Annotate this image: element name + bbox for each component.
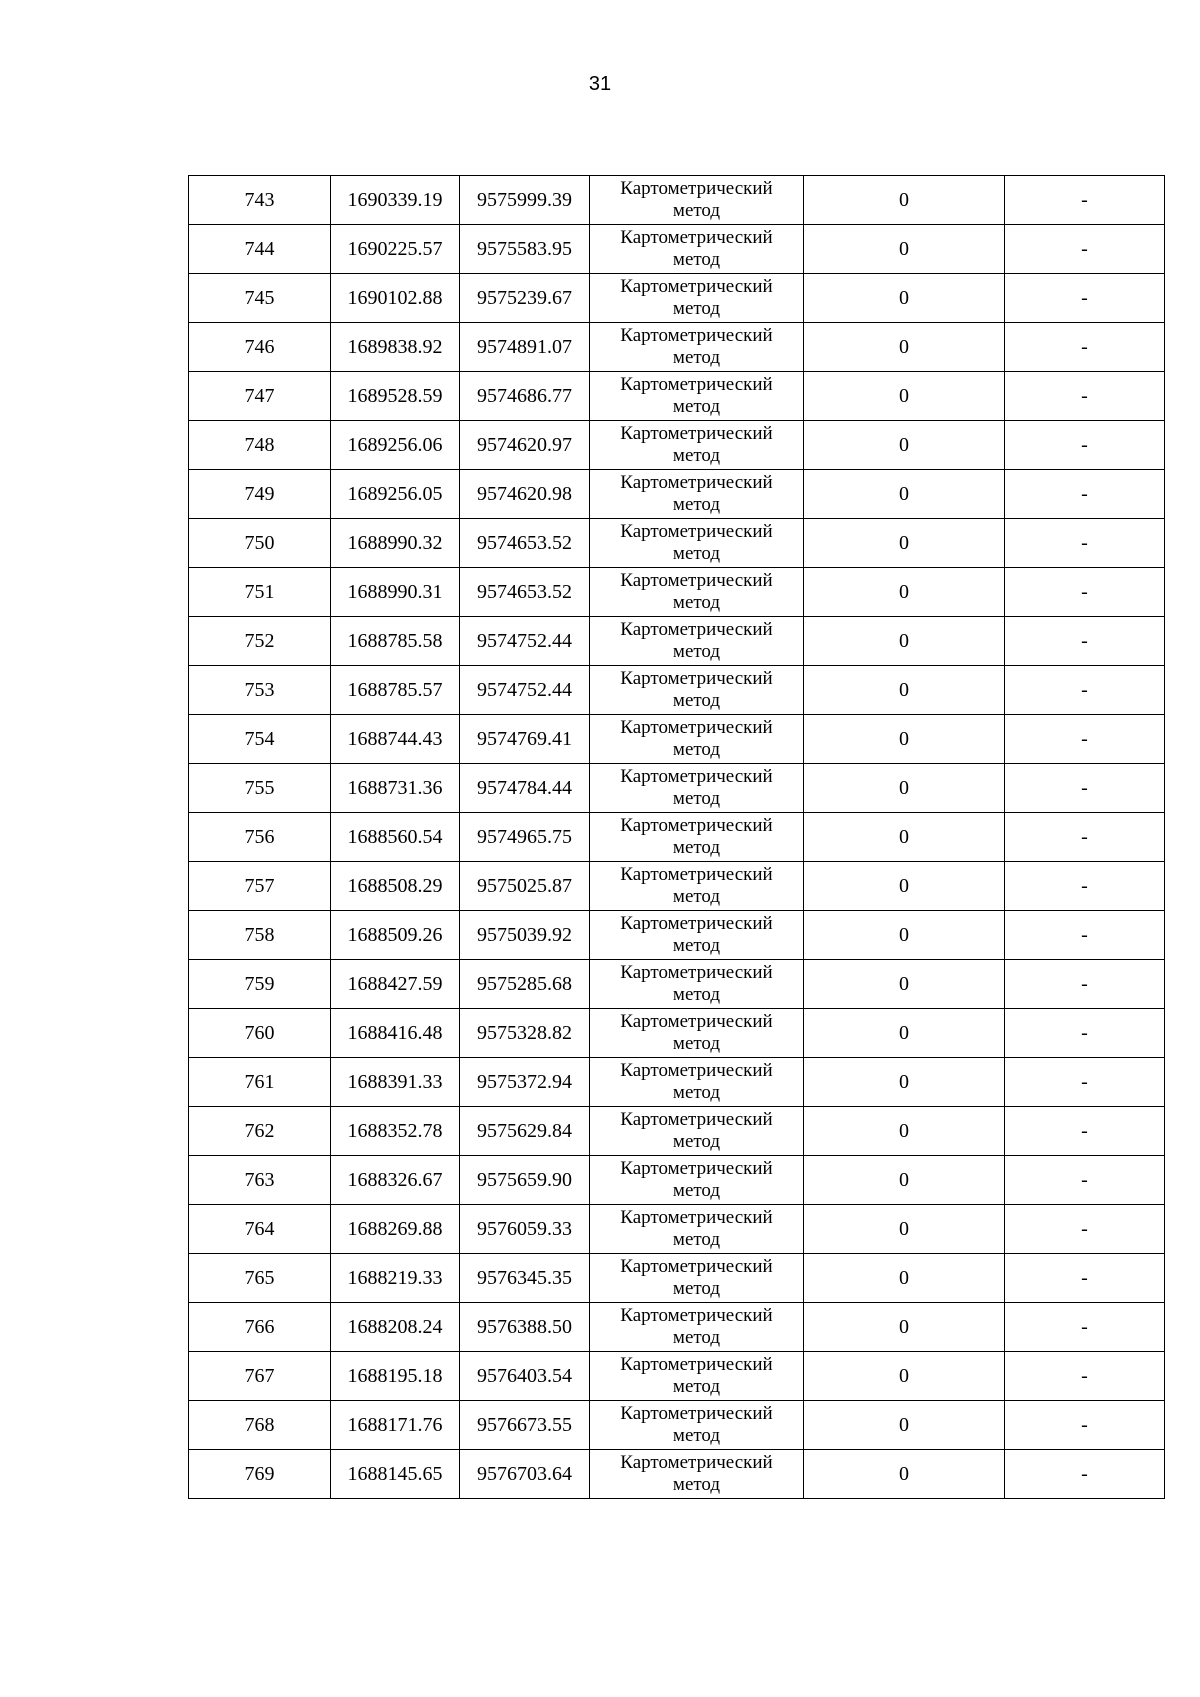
accuracy-cell: 0 [804, 813, 1005, 862]
note-cell: - [1005, 813, 1165, 862]
method-line-2: метод [672, 1474, 721, 1495]
method-line-2: метод [672, 445, 721, 466]
y-coordinate-cell: 9574620.97 [460, 421, 590, 470]
accuracy-cell: 0 [804, 1058, 1005, 1107]
point-number-cell: 768 [189, 1401, 331, 1450]
accuracy-cell: 0 [804, 519, 1005, 568]
method-cell [590, 470, 804, 519]
table-row [189, 519, 1165, 568]
method-cell [590, 1254, 804, 1303]
x-coordinate-cell: 1688326.67 [331, 1156, 460, 1205]
method-line-1: Картометрический [620, 619, 773, 640]
note-cell: - [1005, 470, 1165, 519]
note-cell: - [1005, 960, 1165, 1009]
method-line-2: метод [672, 1131, 721, 1152]
point-number-cell: 759 [189, 960, 331, 1009]
accuracy-cell: 0 [804, 911, 1005, 960]
method-line-1: Картометрический [620, 766, 773, 787]
point-number-cell: 753 [189, 666, 331, 715]
method-cell [590, 225, 804, 274]
x-coordinate-cell: 1688990.31 [331, 568, 460, 617]
method-line-1: Картометрический [620, 1109, 773, 1130]
note-cell: - [1005, 1009, 1165, 1058]
point-number-cell: 744 [189, 225, 331, 274]
point-number-cell: 750 [189, 519, 331, 568]
x-coordinate-cell: 1689528.59 [331, 372, 460, 421]
table-row [189, 1107, 1165, 1156]
y-coordinate-cell: 9574686.77 [460, 372, 590, 421]
y-coordinate-cell: 9576345.35 [460, 1254, 590, 1303]
table-row [189, 617, 1165, 666]
table-row [189, 813, 1165, 862]
y-coordinate-cell: 9574653.52 [460, 568, 590, 617]
method-line-2: метод [672, 690, 721, 711]
method-line-2: метод [672, 249, 721, 270]
method-cell [590, 1352, 804, 1401]
note-cell: - [1005, 764, 1165, 813]
y-coordinate-cell: 9574752.44 [460, 617, 590, 666]
x-coordinate-cell: 1688352.78 [331, 1107, 460, 1156]
y-coordinate-cell: 9574891.07 [460, 323, 590, 372]
table-row [189, 715, 1165, 764]
note-cell: - [1005, 911, 1165, 960]
table-row [189, 225, 1165, 274]
method-line-1: Картометрический [620, 1305, 773, 1326]
accuracy-cell: 0 [804, 421, 1005, 470]
point-number-cell: 767 [189, 1352, 331, 1401]
method-line-1: Картометрический [620, 570, 773, 591]
x-coordinate-cell: 1688145.65 [331, 1450, 460, 1499]
accuracy-cell: 0 [804, 715, 1005, 764]
method-line-2: метод [672, 1327, 721, 1348]
table-row [189, 470, 1165, 519]
method-line-1: Картометрический [620, 668, 773, 689]
method-line-1: Картометрический [620, 962, 773, 983]
x-coordinate-cell: 1688219.33 [331, 1254, 460, 1303]
accuracy-cell: 0 [804, 225, 1005, 274]
x-coordinate-cell: 1689838.92 [331, 323, 460, 372]
note-cell: - [1005, 1254, 1165, 1303]
x-coordinate-cell: 1688744.43 [331, 715, 460, 764]
method-line-2: метод [672, 1082, 721, 1103]
x-coordinate-cell: 1688785.58 [331, 617, 460, 666]
note-cell: - [1005, 225, 1165, 274]
note-cell: - [1005, 274, 1165, 323]
note-cell: - [1005, 568, 1165, 617]
method-line-2: метод [672, 739, 721, 760]
point-number-cell: 762 [189, 1107, 331, 1156]
table-row [189, 1009, 1165, 1058]
method-cell [590, 666, 804, 715]
method-line-1: Картометрический [620, 472, 773, 493]
point-number-cell: 747 [189, 372, 331, 421]
table-row [189, 1156, 1165, 1205]
table-row [189, 1205, 1165, 1254]
coordinates-table [188, 175, 1165, 1499]
method-line-1: Картометрический [620, 521, 773, 542]
method-cell [590, 323, 804, 372]
method-line-2: метод [672, 984, 721, 1005]
y-coordinate-cell: 9575372.94 [460, 1058, 590, 1107]
accuracy-cell: 0 [804, 323, 1005, 372]
x-coordinate-cell: 1690339.19 [331, 176, 460, 225]
method-line-2: метод [672, 347, 721, 368]
x-coordinate-cell: 1690102.88 [331, 274, 460, 323]
method-cell [590, 1058, 804, 1107]
table-row [189, 1303, 1165, 1352]
y-coordinate-cell: 9576388.50 [460, 1303, 590, 1352]
table-row [189, 1058, 1165, 1107]
accuracy-cell: 0 [804, 1009, 1005, 1058]
method-line-1: Картометрический [620, 374, 773, 395]
method-line-1: Картометрический [620, 1011, 773, 1032]
table-row [189, 176, 1165, 225]
table-row [189, 274, 1165, 323]
method-cell [590, 1205, 804, 1254]
y-coordinate-cell: 9575999.39 [460, 176, 590, 225]
page-number: 31 [588, 73, 612, 95]
accuracy-cell: 0 [804, 1303, 1005, 1352]
note-cell: - [1005, 1205, 1165, 1254]
note-cell: - [1005, 323, 1165, 372]
point-number-cell: 748 [189, 421, 331, 470]
note-cell: - [1005, 715, 1165, 764]
y-coordinate-cell: 9576403.54 [460, 1352, 590, 1401]
x-coordinate-cell: 1688560.54 [331, 813, 460, 862]
method-line-2: метод [672, 396, 721, 417]
note-cell: - [1005, 1058, 1165, 1107]
method-line-1: Картометрический [620, 913, 773, 934]
y-coordinate-cell: 9576059.33 [460, 1205, 590, 1254]
method-cell [590, 568, 804, 617]
note-cell: - [1005, 1156, 1165, 1205]
point-number-cell: 755 [189, 764, 331, 813]
table-row [189, 960, 1165, 1009]
accuracy-cell: 0 [804, 1254, 1005, 1303]
x-coordinate-cell: 1688990.32 [331, 519, 460, 568]
method-line-2: метод [672, 1278, 721, 1299]
method-cell [590, 862, 804, 911]
point-number-cell: 761 [189, 1058, 331, 1107]
y-coordinate-cell: 9575239.67 [460, 274, 590, 323]
point-number-cell: 745 [189, 274, 331, 323]
method-line-1: Картометрический [620, 1354, 773, 1375]
y-coordinate-cell: 9574752.44 [460, 666, 590, 715]
method-cell [590, 372, 804, 421]
method-cell [590, 715, 804, 764]
coordinates-table-body [189, 176, 1165, 1499]
method-line-2: метод [672, 1376, 721, 1397]
point-number-cell: 769 [189, 1450, 331, 1499]
note-cell: - [1005, 372, 1165, 421]
point-number-cell: 763 [189, 1156, 331, 1205]
method-line-2: метод [672, 641, 721, 662]
method-cell [590, 764, 804, 813]
method-line-1: Картометрический [620, 1452, 773, 1473]
x-coordinate-cell: 1689256.05 [331, 470, 460, 519]
point-number-cell: 754 [189, 715, 331, 764]
method-line-1: Картометрический [620, 325, 773, 346]
table-row [189, 1450, 1165, 1499]
x-coordinate-cell: 1688731.36 [331, 764, 460, 813]
method-cell [590, 911, 804, 960]
table-row [189, 1254, 1165, 1303]
method-cell [590, 1401, 804, 1450]
method-line-1: Картометрический [620, 864, 773, 885]
accuracy-cell: 0 [804, 470, 1005, 519]
accuracy-cell: 0 [804, 764, 1005, 813]
y-coordinate-cell: 9575583.95 [460, 225, 590, 274]
method-line-2: метод [672, 1229, 721, 1250]
method-line-2: метод [672, 592, 721, 613]
method-line-1: Картометрический [620, 1158, 773, 1179]
table-row [189, 323, 1165, 372]
method-line-2: метод [672, 1180, 721, 1201]
accuracy-cell: 0 [804, 1401, 1005, 1450]
y-coordinate-cell: 9575025.87 [460, 862, 590, 911]
x-coordinate-cell: 1688509.26 [331, 911, 460, 960]
accuracy-cell: 0 [804, 1205, 1005, 1254]
x-coordinate-cell: 1688195.18 [331, 1352, 460, 1401]
table-row [189, 372, 1165, 421]
accuracy-cell: 0 [804, 1107, 1005, 1156]
method-line-2: метод [672, 543, 721, 564]
method-line-2: метод [672, 935, 721, 956]
method-cell [590, 1156, 804, 1205]
method-line-2: метод [672, 788, 721, 809]
method-cell [590, 1107, 804, 1156]
y-coordinate-cell: 9575629.84 [460, 1107, 590, 1156]
point-number-cell: 765 [189, 1254, 331, 1303]
method-line-2: метод [672, 298, 721, 319]
method-cell [590, 813, 804, 862]
point-number-cell: 752 [189, 617, 331, 666]
accuracy-cell: 0 [804, 568, 1005, 617]
note-cell: - [1005, 176, 1165, 225]
method-line-1: Картометрический [620, 1256, 773, 1277]
point-number-cell: 749 [189, 470, 331, 519]
method-line-2: метод [672, 200, 721, 221]
method-line-2: метод [672, 886, 721, 907]
x-coordinate-cell: 1688391.33 [331, 1058, 460, 1107]
method-cell [590, 960, 804, 1009]
method-line-2: метод [672, 1425, 721, 1446]
table-row [189, 568, 1165, 617]
y-coordinate-cell: 9575285.68 [460, 960, 590, 1009]
method-cell [590, 1450, 804, 1499]
point-number-cell: 760 [189, 1009, 331, 1058]
table-row [189, 911, 1165, 960]
y-coordinate-cell: 9575039.92 [460, 911, 590, 960]
method-cell [590, 176, 804, 225]
method-cell [590, 1303, 804, 1352]
y-coordinate-cell: 9574653.52 [460, 519, 590, 568]
table-row [189, 421, 1165, 470]
method-line-1: Картометрический [620, 717, 773, 738]
method-line-2: метод [672, 837, 721, 858]
accuracy-cell: 0 [804, 274, 1005, 323]
method-line-1: Картометрический [620, 227, 773, 248]
accuracy-cell: 0 [804, 1156, 1005, 1205]
note-cell: - [1005, 421, 1165, 470]
method-cell [590, 519, 804, 568]
y-coordinate-cell: 9574965.75 [460, 813, 590, 862]
x-coordinate-cell: 1688427.59 [331, 960, 460, 1009]
note-cell: - [1005, 1352, 1165, 1401]
method-cell [590, 274, 804, 323]
method-line-1: Картометрический [620, 1207, 773, 1228]
x-coordinate-cell: 1688785.57 [331, 666, 460, 715]
note-cell: - [1005, 666, 1165, 715]
table-row [189, 1401, 1165, 1450]
point-number-cell: 756 [189, 813, 331, 862]
x-coordinate-cell: 1688171.76 [331, 1401, 460, 1450]
method-line-2: метод [672, 1033, 721, 1054]
note-cell: - [1005, 1303, 1165, 1352]
note-cell: - [1005, 862, 1165, 911]
y-coordinate-cell: 9576703.64 [460, 1450, 590, 1499]
accuracy-cell: 0 [804, 862, 1005, 911]
table-row [189, 666, 1165, 715]
y-coordinate-cell: 9574784.44 [460, 764, 590, 813]
table-row [189, 1352, 1165, 1401]
point-number-cell: 751 [189, 568, 331, 617]
method-line-1: Картометрический [620, 1060, 773, 1081]
method-line-2: метод [672, 494, 721, 515]
y-coordinate-cell: 9574769.41 [460, 715, 590, 764]
note-cell: - [1005, 1401, 1165, 1450]
note-cell: - [1005, 617, 1165, 666]
x-coordinate-cell: 1689256.06 [331, 421, 460, 470]
accuracy-cell: 0 [804, 666, 1005, 715]
method-line-1: Картометрический [620, 178, 773, 199]
x-coordinate-cell: 1688508.29 [331, 862, 460, 911]
accuracy-cell: 0 [804, 960, 1005, 1009]
point-number-cell: 757 [189, 862, 331, 911]
accuracy-cell: 0 [804, 1352, 1005, 1401]
note-cell: - [1005, 519, 1165, 568]
accuracy-cell: 0 [804, 176, 1005, 225]
y-coordinate-cell: 9575659.90 [460, 1156, 590, 1205]
y-coordinate-cell: 9575328.82 [460, 1009, 590, 1058]
accuracy-cell: 0 [804, 1450, 1005, 1499]
note-cell: - [1005, 1450, 1165, 1499]
accuracy-cell: 0 [804, 372, 1005, 421]
y-coordinate-cell: 9574620.98 [460, 470, 590, 519]
point-number-cell: 743 [189, 176, 331, 225]
method-line-1: Картометрический [620, 276, 773, 297]
y-coordinate-cell: 9576673.55 [460, 1401, 590, 1450]
x-coordinate-cell: 1688269.88 [331, 1205, 460, 1254]
method-line-1: Картометрический [620, 815, 773, 836]
point-number-cell: 766 [189, 1303, 331, 1352]
method-cell [590, 617, 804, 666]
table-row [189, 862, 1165, 911]
method-line-1: Картометрический [620, 1403, 773, 1424]
x-coordinate-cell: 1688208.24 [331, 1303, 460, 1352]
x-coordinate-cell: 1688416.48 [331, 1009, 460, 1058]
point-number-cell: 746 [189, 323, 331, 372]
method-line-1: Картометрический [620, 423, 773, 444]
accuracy-cell: 0 [804, 617, 1005, 666]
point-number-cell: 764 [189, 1205, 331, 1254]
method-cell [590, 1009, 804, 1058]
x-coordinate-cell: 1690225.57 [331, 225, 460, 274]
point-number-cell: 758 [189, 911, 331, 960]
table-row [189, 764, 1165, 813]
method-cell [590, 421, 804, 470]
note-cell: - [1005, 1107, 1165, 1156]
